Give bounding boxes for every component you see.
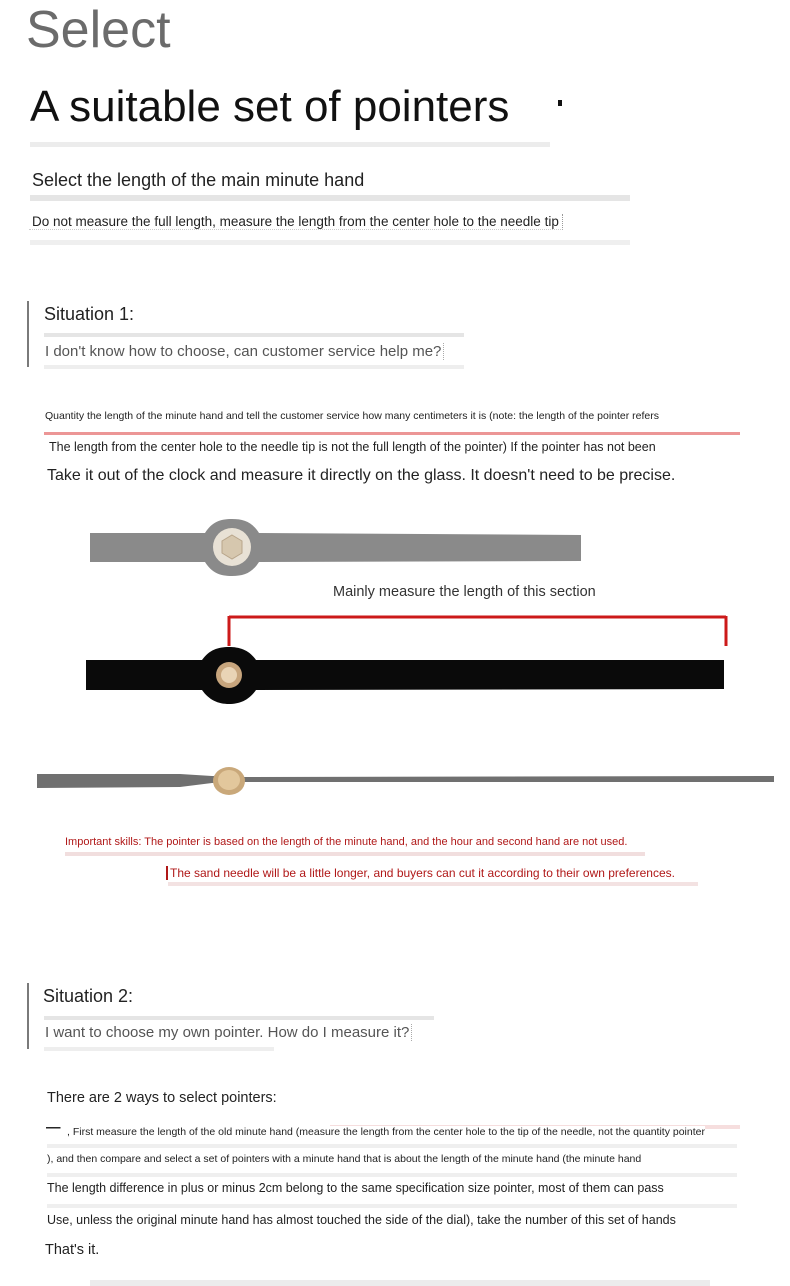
pointer-illustration <box>0 500 790 810</box>
decorative-stroke <box>44 365 464 369</box>
decorative-stroke <box>30 240 630 245</box>
decorative-red-stroke <box>44 432 740 435</box>
tip-important-skills: Important skills: The pointer is based on the length of the minute hand, and the hour and second hand are not used. <box>65 836 628 848</box>
decorative-stroke <box>30 195 630 201</box>
gray-minute-hand <box>90 519 581 576</box>
tip-sand-needle: The sand needle will be a little longer, and buyers can cut it according to their own preferences. <box>166 866 675 880</box>
situation2-bar <box>27 983 29 1049</box>
situation1-line3: Take it out of the clock and measure it directly on the glass. It doesn't need to be precise. <box>47 467 676 484</box>
title-cursor-mark <box>558 100 562 106</box>
situation1-line2: The length from the center hole to the needle tip is not the full length of the pointer) If the pointer has not been <box>49 440 656 454</box>
way1-dash: — <box>46 1120 61 1136</box>
situation1-bar <box>27 301 29 367</box>
measure-note: Do not measure the full length, measure the length from the center hole to the needle tip <box>29 214 563 230</box>
situation2-question: I want to choose my own pointer. How do I measure it? <box>43 1024 412 1041</box>
measurement-bracket <box>229 616 726 646</box>
way1-line5: That's it. <box>45 1242 100 1258</box>
situation1-question: I don't know how to choose, can customer service help me? <box>43 343 444 360</box>
black-minute-hand <box>86 647 724 704</box>
decorative-stroke <box>47 1204 737 1208</box>
decorative-stroke <box>65 852 645 856</box>
way1-line3: The length difference in plus or minus 2cm belong to the same specification size pointer, most of them can pass <box>47 1181 664 1195</box>
way1-line4: Use, unless the original minute hand has almost touched the side of the dial), take the number of this set of hands <box>47 1213 676 1227</box>
decorative-stroke <box>44 333 464 337</box>
decorative-stroke <box>44 1016 434 1020</box>
decorative-stroke <box>168 882 698 886</box>
decorative-stroke <box>30 142 550 147</box>
decorative-stroke <box>90 1280 710 1286</box>
second-hand <box>37 767 774 795</box>
decorative-stroke <box>47 1173 737 1177</box>
measure-caption: Mainly measure the length of this section <box>333 584 596 600</box>
way1-line1: , First measure the length of the old minute hand (measure the length from the center hole to the tip of the needle, not the quantity pointer <box>67 1126 705 1138</box>
decorative-stroke <box>47 1144 737 1148</box>
situation1-line1: Quantity the length of the minute hand and tell the customer service how many centimeters it is (note: the length of the pointer refers <box>45 410 659 422</box>
ways-title: There are 2 ways to select pointers: <box>47 1090 277 1106</box>
heading-select: Select <box>26 1 171 59</box>
page-title: A suitable set of pointers <box>30 82 510 131</box>
way1-line2: ), and then compare and select a set of pointers with a minute hand that is about the length of the minute hand (the minute hand <box>47 1153 642 1165</box>
situation1-title: Situation 1: <box>44 304 135 324</box>
decorative-stroke <box>44 1047 274 1051</box>
subtitle-main-minute-hand: Select the length of the main minute hand <box>29 170 367 191</box>
situation2-title: Situation 2: <box>43 986 134 1006</box>
